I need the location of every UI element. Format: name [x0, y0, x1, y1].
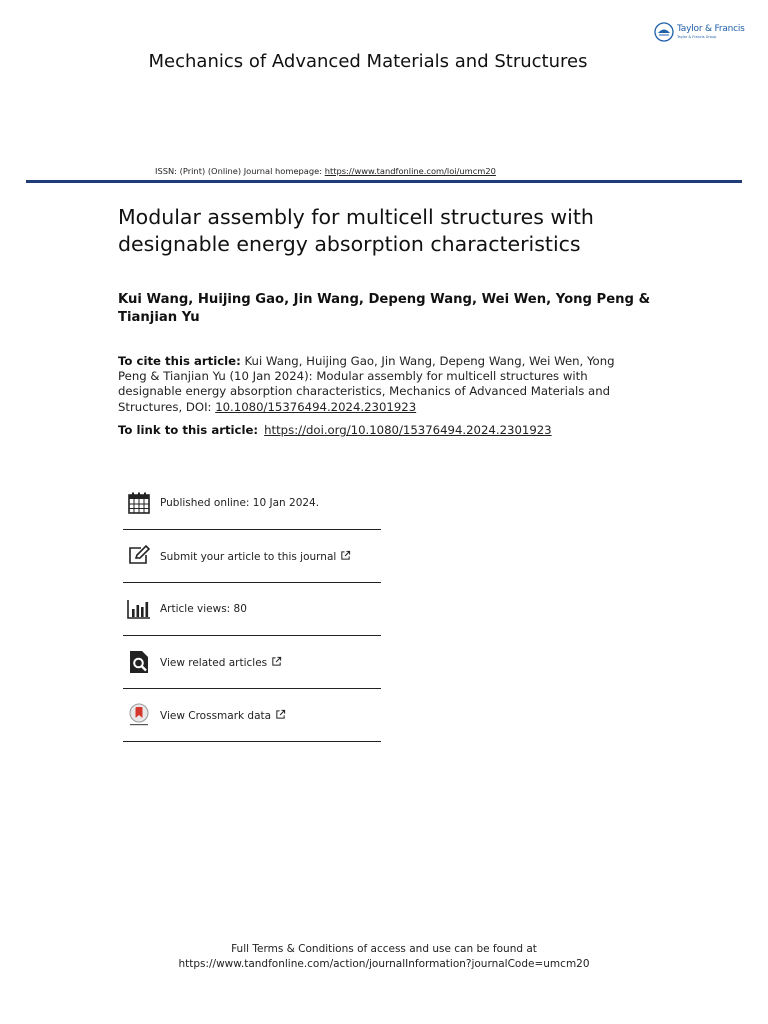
article-link-line — [118, 423, 552, 437]
article-authors: Kui Wang, Huijing Gao, Jin Wang, Depeng Wang, Wei Wen, Yong Peng & Tianjian Yu — [118, 292, 651, 325]
publisher-name: Taylor & Francis — [677, 23, 745, 34]
crossmark-item[interactable] — [123, 689, 381, 742]
journal-homepage-link[interactable]: https://www.tandfonline.com/loi/umcm20 — [324, 166, 496, 176]
article-views-label: Article views: 80 — [160, 603, 247, 615]
submit-article-link[interactable] — [160, 550, 351, 563]
terms-footer — [0, 942, 768, 972]
terms-line-1: Full Terms & Conditions of access and use can be found at — [231, 943, 537, 955]
terms-url[interactable]: https://www.tandfonline.com/action/journalInformation?journalCode=umcm20 — [178, 958, 590, 970]
published-online-item — [123, 477, 381, 530]
published-online-label: Published online: 10 Jan 2024. — [160, 497, 320, 509]
crossmark-icon — [127, 703, 151, 727]
external-link-icon — [275, 709, 286, 720]
external-link-icon — [340, 550, 351, 561]
journal-title: Mechanics of Advanced Materials and Structures — [148, 51, 588, 72]
search-document-icon — [127, 650, 151, 674]
submit-article-label: Submit your article to this journal — [160, 550, 337, 563]
crossmark-label: View Crossmark data — [160, 709, 272, 722]
publisher-sub: Taylor & Francis Group — [677, 34, 717, 39]
publisher-logo[interactable] — [654, 22, 745, 42]
article-info-list — [123, 477, 381, 742]
related-articles-label: View related articles — [160, 656, 268, 669]
citation-block — [118, 354, 628, 415]
article-views-item — [123, 583, 381, 636]
citation-doi-link[interactable]: 10.1080/15376494.2024.2301923 — [215, 399, 417, 414]
edit-icon — [127, 544, 151, 568]
bar-chart-icon — [127, 597, 151, 621]
citation-text: Kui Wang, Huijing Gao, Jin Wang, Depeng Wang, Wei Wen, Yong Peng & Tianjian Yu (10 Jan 2024): Modular assembly for multicell structures with designable energy absorption characteristics, Mechanics of Advanced Materials and Structures, DOI: — [118, 354, 615, 414]
citation-label: To cite this article: — [118, 354, 241, 368]
submit-article-item[interactable] — [123, 530, 381, 583]
calendar-icon — [127, 491, 151, 515]
issn-prefix: ISSN: (Print) (Online) Journal homepage: — [155, 166, 325, 176]
header-rule — [26, 180, 742, 183]
link-label: To link to this article: — [118, 423, 259, 437]
article-title: Modular assembly for multicell structures with designable energy absorption characteristics — [118, 205, 594, 256]
article-doi-link[interactable]: https://doi.org/10.1080/15376494.2024.2301923 — [264, 423, 552, 437]
issn-line — [155, 166, 496, 176]
taylor-francis-logo-icon — [654, 22, 674, 42]
related-articles-item[interactable] — [123, 636, 381, 689]
external-link-icon — [271, 656, 282, 667]
related-articles-link[interactable] — [160, 656, 282, 669]
crossmark-link[interactable] — [160, 709, 286, 722]
